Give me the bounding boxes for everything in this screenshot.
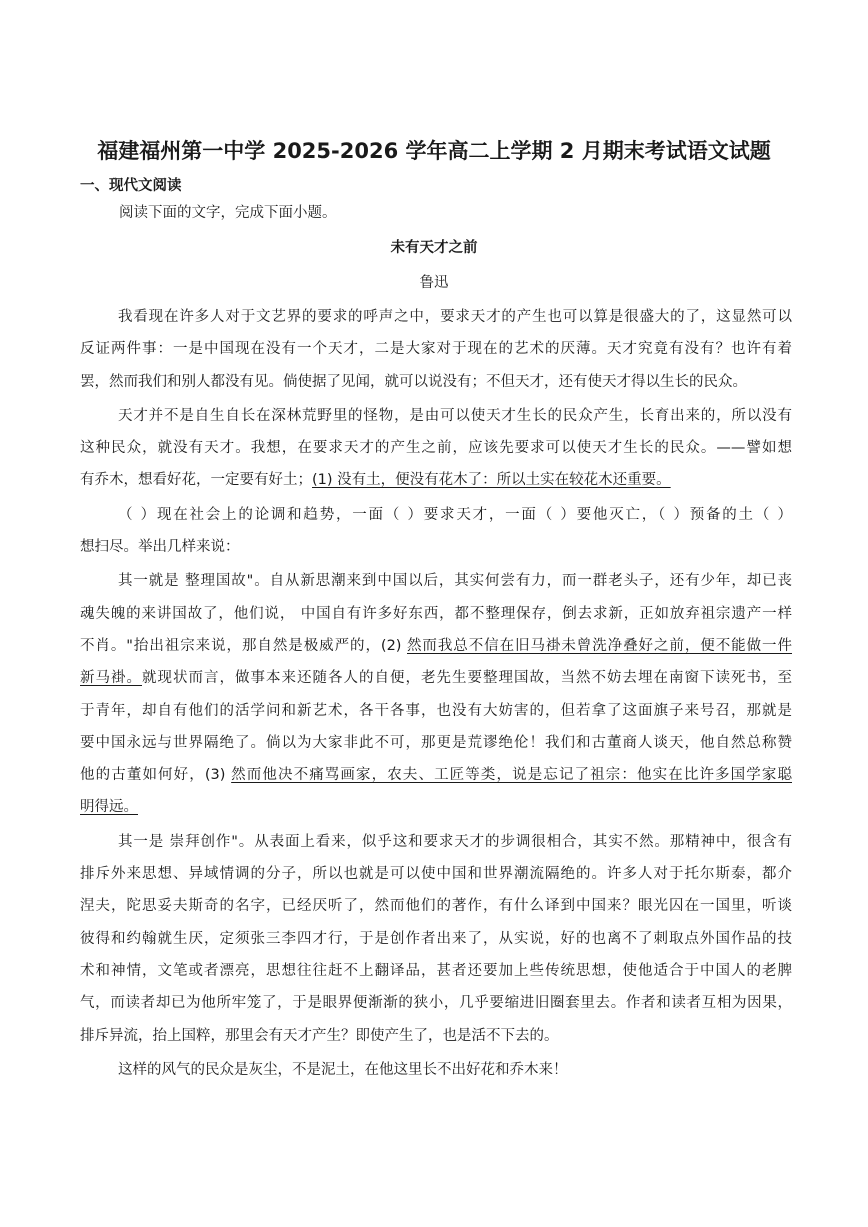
text-run: 不肖。"抬出祖宗来说，那自然是极威严的，(2) xyxy=(80,637,407,654)
text-run: 排斥外来思想、异域情调的分子，所以也就是可以使中国和世界潮流隔绝的。许多人对于托尔斯泰，都介 xyxy=(80,866,792,883)
text-line xyxy=(80,531,792,563)
text-line xyxy=(80,759,792,791)
paragraph xyxy=(80,1054,792,1086)
text-run: （ ）现在社会上的论调和趋势，一面（ ）要求天才，一面（ ）要他灭亡，（ ）预备的土（ ） xyxy=(118,506,792,523)
reading-instruction: 阅读下面的文字，完成下面小题。 xyxy=(119,205,337,221)
text-line xyxy=(80,630,792,662)
underlined-sentence: 明得远。 xyxy=(80,799,138,816)
text-line xyxy=(80,662,792,694)
article-body xyxy=(80,301,792,1088)
text-line xyxy=(80,1054,792,1086)
text-line xyxy=(80,400,792,432)
text-line xyxy=(80,858,792,890)
text-line xyxy=(80,890,792,922)
text-line xyxy=(80,565,792,597)
text-run: 我看现在许多人对于文艺界的要求的呼声之中，要求天才的产生也可以算是很盛大的了，这显然可以 xyxy=(118,309,792,325)
text-run: 就现状而言，做事本来还随各人的自便，老先生要整理国故，当然不妨去埋在南窗下读死书，至 xyxy=(142,670,792,687)
underlined-sentence: 然而他决不痛骂画家，农夫、工匠等类，说是忘记了祖宗：他实在比许多国学家聪 xyxy=(231,767,792,784)
text-run: 罢，然而我们和别人都没有见。倘使据了见闻，就可以说没有；不但天才，还有使天才得以生长的民众。 xyxy=(80,373,747,390)
text-run: 反证两件事：一是中国现在没有一个天才，二是大家对于现在的艺术的厌薄。天才究竟有没有？也许有着 xyxy=(80,341,792,358)
text-line xyxy=(80,301,792,333)
paragraph xyxy=(80,301,792,398)
text-run: 气，而读者却已为他所牢笼了，于是眼界便渐渐的狭小，几乎要缩进旧圈套里去。作者和读者互相为因果， xyxy=(80,995,792,1012)
text-line xyxy=(80,727,792,759)
text-run: 其一就是 整理国故"。自从新思潮来到中国以后，其实何尝有力，而一群老头子，还有少年，却已丧 xyxy=(118,573,792,590)
underlined-sentence: 然而我总不信在旧马褂未曾洗净叠好之前，便不能做一件 xyxy=(407,637,792,654)
text-line xyxy=(80,366,792,398)
paragraph xyxy=(80,826,792,1052)
text-run: 有乔木，想看好花，一定要有好土； xyxy=(80,472,312,489)
paragraph xyxy=(80,400,792,497)
text-line xyxy=(80,987,792,1019)
text-line xyxy=(80,695,792,727)
text-line xyxy=(80,464,792,496)
article-title: 未有天才之前 xyxy=(390,240,478,256)
underlined-sentence: (1) 没有土，便没有花木了：所以土实在较花木还重要。 xyxy=(312,472,671,489)
underlined-sentence: 新马褂。 xyxy=(80,670,142,687)
article-author: 鲁迅 xyxy=(419,275,449,291)
text-line xyxy=(80,1020,792,1052)
text-line xyxy=(80,955,792,987)
text-line xyxy=(80,499,792,531)
text-run: 术和神情，文笔或者漂亮，思想往往赶不上翻译品，甚者还要加上些传统思想，使他适合于中国人的老脾 xyxy=(80,962,792,979)
text-run: 彼得和约翰就生厌，定须张三李四才行，于是创作者出来了，从实说，好的也离不了刺取点外国作品的技 xyxy=(80,930,792,947)
text-run: 天才并不是自生自长在深林荒野里的怪物，是由可以使天才生长的民众产生，长育出来的，所以没有 xyxy=(118,407,792,424)
paragraph xyxy=(80,565,792,823)
text-run: 这样的风气的民众是灰尘，不是泥土，在他这里长不出好花和乔木来！ xyxy=(118,1061,568,1078)
text-run: 要中国永远与世界隔绝了。倘以为大家非此不可，那更是荒谬绝伦！我们和古董商人谈天，他自然总称赞 xyxy=(80,734,792,751)
text-line xyxy=(80,432,792,464)
text-line xyxy=(80,791,792,823)
text-run: 想扫尽。举出几样来说： xyxy=(80,539,240,556)
text-run: 他的古董如何好，(3) xyxy=(80,767,232,784)
text-line xyxy=(80,333,792,365)
text-run: 魂失魄的来讲国故了，他们说， 中国自有许多好东西，都不整理保存，倒去求新，正如放弃祖宗遗产一样 xyxy=(80,605,792,622)
text-run: 其一是 崇拜创作"。从表面上看来，似乎这和要求天才的步调很相合，其实不然。那精神中，很含有 xyxy=(118,833,792,850)
section-heading: 一、现代文阅读 xyxy=(80,178,182,194)
text-line xyxy=(80,826,792,858)
exam-title: 福建福州第一中学 2025-2026 学年高二上学期 2 月期末考试语文试题 xyxy=(97,139,771,163)
paragraph xyxy=(80,499,792,564)
text-run: 这种民众，就没有天才。我想，在要求天才的产生之前，应该先要求可以使天才生长的民众。——譬如想 xyxy=(80,440,792,457)
text-line xyxy=(80,598,792,630)
text-run: 排斥异流，抬上国粹，那里会有天才产生？即使产生了，也是活不下去的。 xyxy=(80,1027,559,1044)
text-run: 于青年，却自有他们的活学问和新艺术，各干各事，也没有大妨害的，但若拿了这面旗子来号召，那就是 xyxy=(80,702,792,719)
text-line xyxy=(80,923,792,955)
text-run: 涅夫，陀思妥夫斯奇的名字，已经厌听了，然而他们的著作，有什么译到中国来？眼光囚在一国里，听谈 xyxy=(80,898,792,915)
